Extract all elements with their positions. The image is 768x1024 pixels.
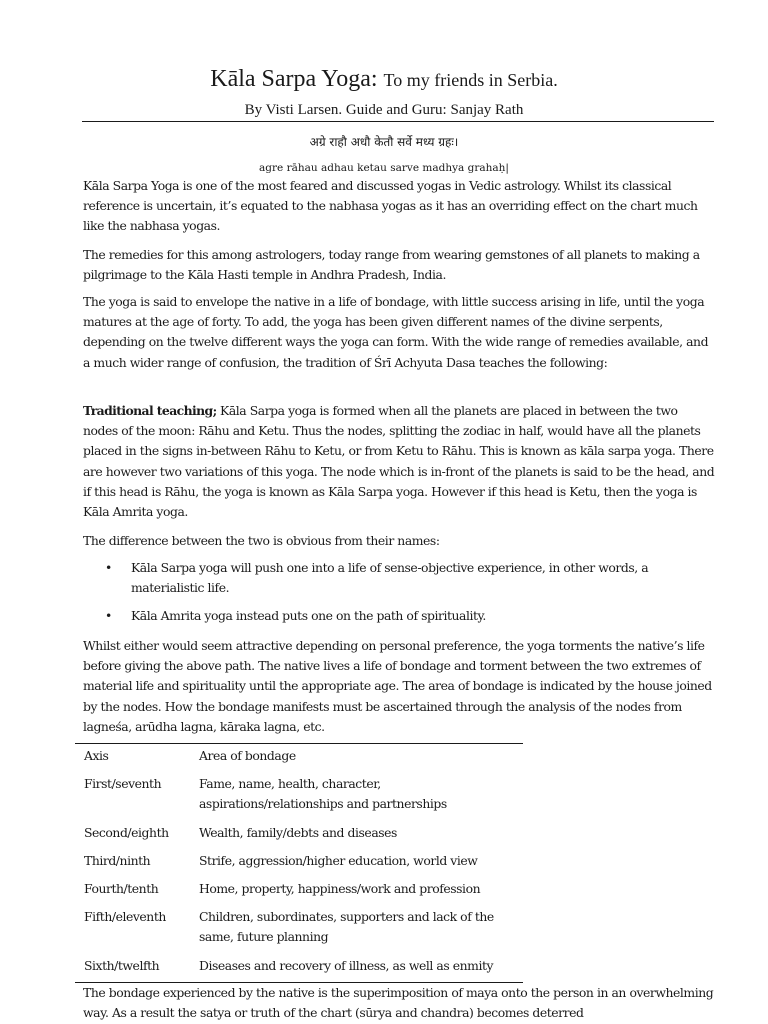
list-item (83, 606, 715, 626)
table-row (75, 954, 523, 982)
bondage-table-grid (75, 744, 523, 982)
table-header-row (75, 744, 523, 772)
verse-transliteration: agre rāhau adhau ketau sarve madhya grahaḥ| (259, 162, 509, 174)
title-subtitle: To my friends in Serbia. (383, 70, 558, 90)
table-row (75, 849, 523, 877)
document-title (0, 64, 768, 95)
table-cell-area: Diseases and recovery of illness, as well as enmity (199, 957, 494, 973)
list-item (83, 558, 715, 598)
paragraph-difference: The difference between the two is obvious from their names: (83, 533, 440, 548)
table-cell-axis: First/seventh (84, 776, 162, 792)
paragraph-intro: Kāla Sarpa Yoga is one of the most feared and discussed yogas in Vedic astrology. Whilst its classical reference is uncertain, it’s equated to the nabhasa yogas as it has an overriding effect on the chart much like the nabhasa yogas. (83, 178, 698, 234)
sanskrit-verse: अग्रे राहौ अधौ केतौ सर्वे मध्य ग्रहः। (309, 135, 459, 149)
table-row (75, 772, 523, 820)
header-divider (82, 121, 714, 122)
bullet-list (83, 558, 715, 635)
table-cell-axis: Fourth/tenth (84, 881, 159, 897)
table-cell-axis: Fifth/eleventh (84, 909, 166, 925)
table-row (75, 821, 523, 849)
table-cell-area: Strife, aggression/higher education, world view (199, 852, 478, 868)
table-cell-area: Fame, name, health, character, aspirations/relationships and partnerships (199, 776, 447, 812)
table-cell-axis: Third/ninth (84, 852, 151, 868)
table-cell-area: Children, subordinates, supporters and lack of the same, future planning (199, 909, 494, 945)
author-byline: By Visti Larsen. Guide and Guru: Sanjay Rath (244, 102, 524, 118)
paragraph-remedies: The remedies for this among astrologers, today range from wearing gemstones of all planets to making a pilgrimage to the Kāla Hasti temple in Andhra Pradesh, India. (83, 247, 700, 283)
bullet-marker: • (105, 608, 112, 624)
table-cell-area: Wealth, family/debts and diseases (199, 824, 397, 840)
bondage-table (75, 743, 523, 983)
paragraph-torment: Whilst either would seem attractive depending on personal preference, the yoga torments the native’s life before giving the above path. The native lives a life of bondage and torment between the two extremes of material life and spirituality until the appropriate age. The area of bondage is indicated by the house joined by the nodes. How the bondage manifests must be ascertained through the analysis of the nodes from lagneśa, arūdha lagna, kāraka lagna, etc. (83, 638, 712, 734)
traditional-teaching-text: Kāla Sarpa yoga is formed when all the planets are placed in between the two nodes of the moon: Rāhu and Ketu. Thus the nodes, splitting the zodiac in half, would have all the planets placed in the signs in-between Rāhu to Ketu, or from Ketu to Rāhu. This is known as kāla sarpa yoga. There are however two variations of this yoga. The node which is in-front of the planets is said to be the head, and if this head is Rāhu, the yoga is known as Kāla Sarpa yoga. However if this head is Ketu, then the yoga is Kāla Amrita yoga. (83, 403, 715, 520)
table-row (75, 905, 523, 953)
paragraph-bondage: The yoga is said to envelope the native in a life of bondage, with little success arising in life, until the yoga matures at the age of forty. To add, the yoga has been given different names of the divine serpents, depending on the twelve different ways the yoga can form. With the wide range of remedies available, and a much wider range of confusion, the tradition of Śrī Achyuta Dasa teaches the following: (83, 294, 709, 370)
list-item-text: Kāla Amrita yoga instead puts one on the path of spirituality. (131, 608, 486, 624)
title-main: Kāla Sarpa Yoga: (210, 66, 378, 92)
bullet-marker: • (105, 560, 112, 575)
table-header-axis: Axis (84, 748, 109, 763)
paragraph-traditional-teaching (83, 401, 715, 522)
table-row (75, 877, 523, 905)
table-cell-axis: Second/eighth (84, 824, 169, 840)
paragraph-maya: The bondage experienced by the native is the superimposition of maya onto the person in an overwhelming way. As a result the satya or truth of the chart (sūrya and chandra) becomes deterred (83, 985, 714, 1021)
table-cell-axis: Sixth/twelfth (84, 957, 160, 973)
table-cell-area: Home, property, happiness/work and profession (199, 881, 481, 897)
traditional-teaching-label: Traditional teaching; (83, 403, 217, 418)
table-header-area: Area of bondage (199, 748, 296, 763)
list-item-text: Kāla Sarpa yoga will push one into a life of sense-objective experience, in other words, a materialistic life. (131, 560, 649, 596)
